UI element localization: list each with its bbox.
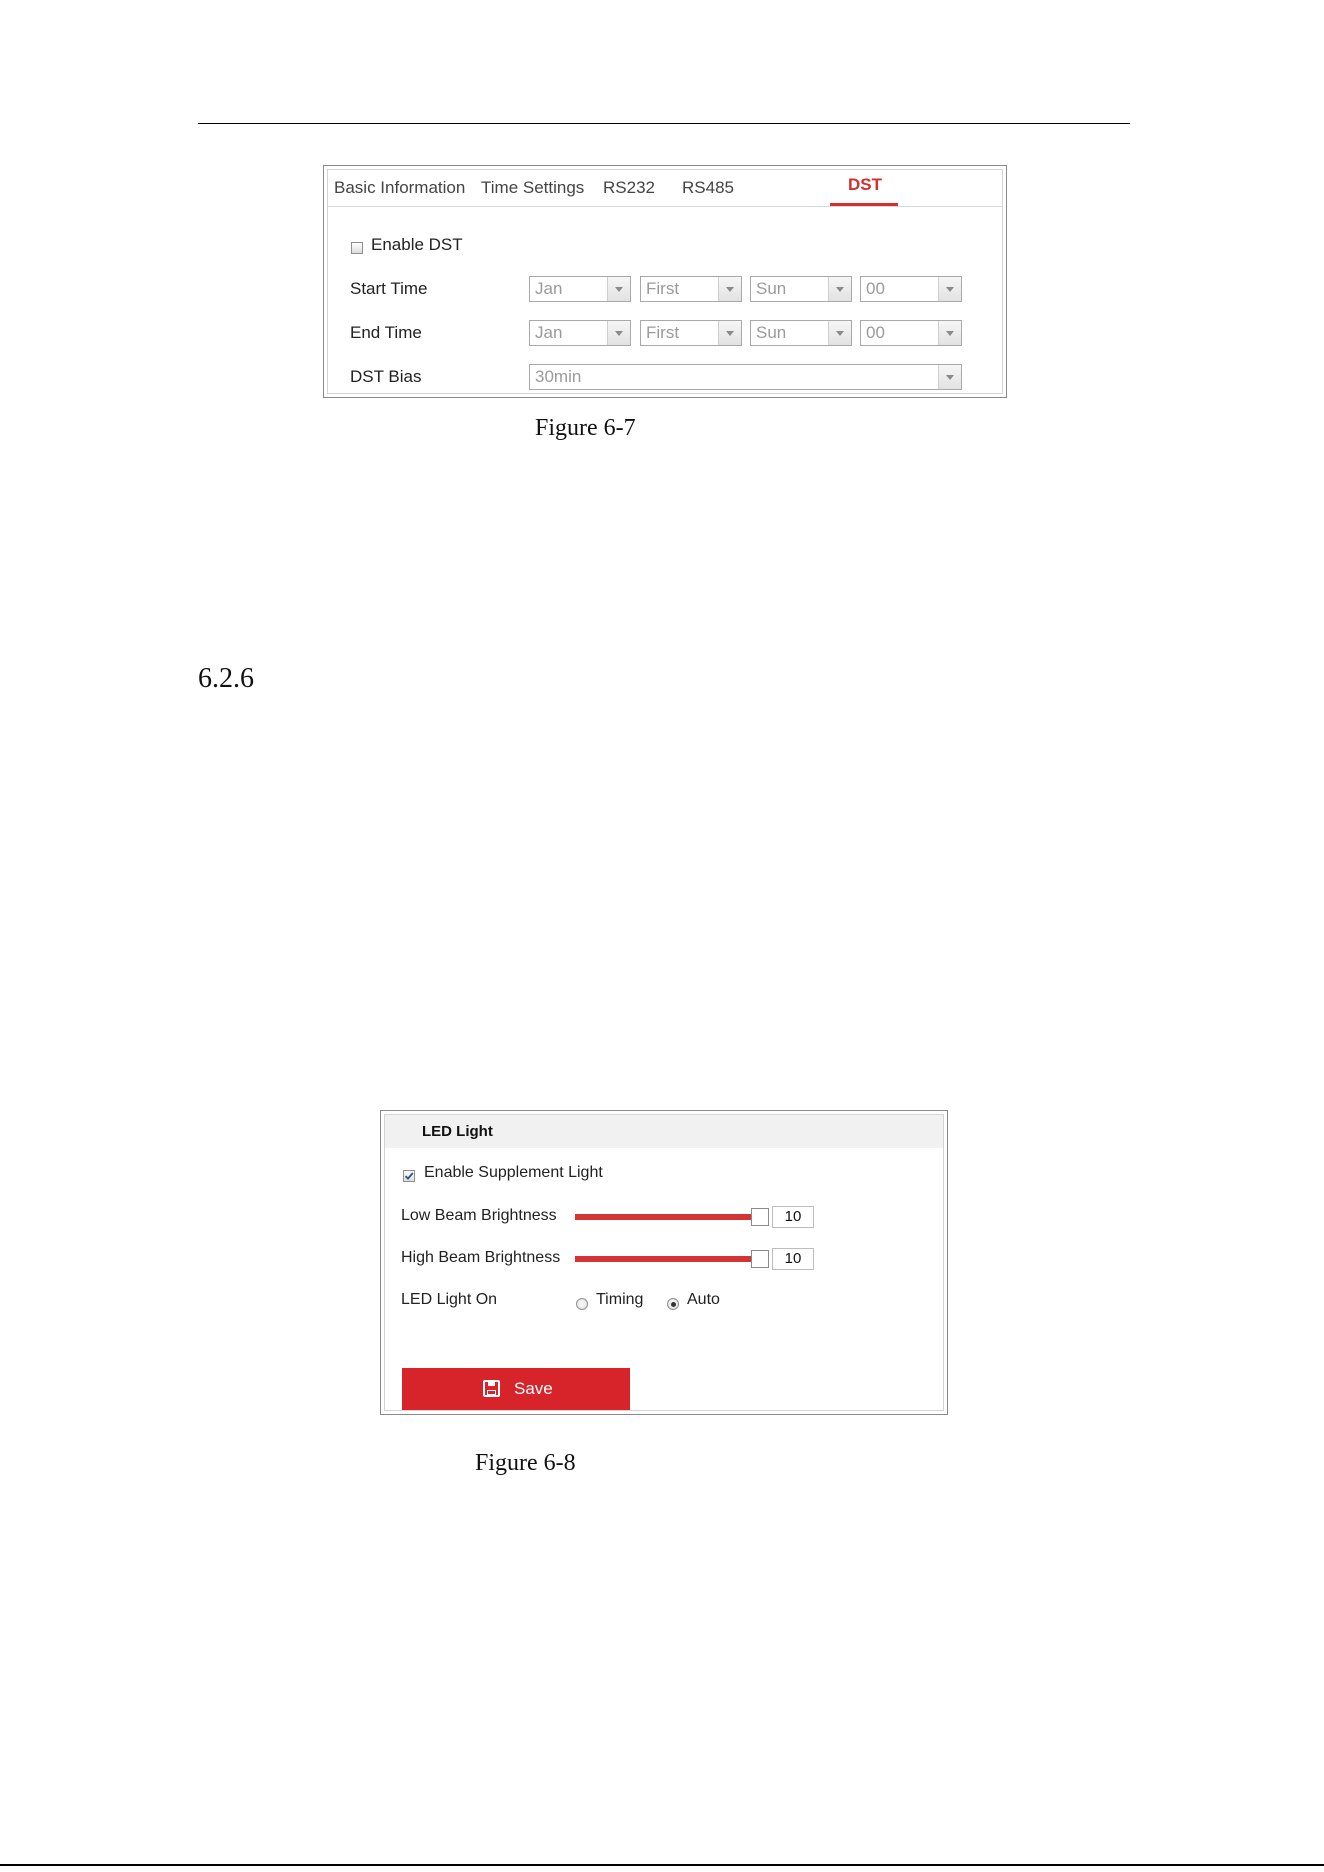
dst-bias-select[interactable] (529, 364, 962, 390)
chevron-down-icon (718, 321, 741, 345)
tab-rs232[interactable]: RS232 (603, 178, 655, 197)
enable-supplement-light-checkbox[interactable] (403, 1170, 415, 1182)
save-icon (483, 1380, 500, 1397)
tab-time-settings[interactable]: Time Settings (481, 178, 585, 197)
end-month-select[interactable] (529, 320, 631, 346)
high-beam-label: High Beam Brightness (401, 1249, 561, 1266)
auto-label: Auto (687, 1291, 720, 1308)
dst-settings-panel (323, 165, 1007, 398)
end-week-value: First (646, 323, 680, 342)
start-day-value: Sun (756, 279, 787, 298)
dst-panel-inner (327, 169, 1003, 394)
chevron-down-icon (607, 277, 630, 301)
enable-supplement-light-label: Enable Supplement Light (424, 1164, 603, 1181)
chevron-down-icon (938, 321, 961, 345)
end-month-value: Jan (535, 323, 563, 342)
end-hour-select[interactable] (860, 320, 962, 346)
start-day-select[interactable] (750, 276, 852, 302)
start-hour-value: 00 (866, 279, 885, 298)
chevron-down-icon (607, 321, 630, 345)
tab-basic-information[interactable]: Basic Information (334, 178, 466, 197)
save-button-label: Save (514, 1379, 553, 1398)
enable-dst-label: Enable DST (371, 235, 463, 254)
led-light-on-label: LED Light On (401, 1291, 498, 1308)
low-beam-slider-handle[interactable] (751, 1208, 769, 1226)
active-tab-indicator (830, 203, 898, 206)
start-week-select[interactable] (640, 276, 742, 302)
header-rule (198, 123, 1130, 124)
chevron-down-icon (938, 277, 961, 301)
chevron-down-icon (718, 277, 741, 301)
timing-radio[interactable] (576, 1298, 588, 1310)
end-time-label: End Time (350, 323, 422, 342)
end-day-select[interactable] (750, 320, 852, 346)
low-beam-slider-track[interactable] (575, 1214, 752, 1220)
dst-bias-label: DST Bias (350, 367, 422, 386)
chevron-down-icon (938, 365, 961, 389)
save-button[interactable] (402, 1368, 630, 1410)
checkmark-icon (403, 1170, 415, 1182)
end-week-select[interactable] (640, 320, 742, 346)
start-week-value: First (646, 279, 680, 298)
start-hour-select[interactable] (860, 276, 962, 302)
chevron-down-icon (828, 321, 851, 345)
footer-rule (0, 1864, 1324, 1866)
start-time-label: Start Time (350, 279, 428, 298)
end-day-value: Sun (756, 323, 787, 342)
tab-dst[interactable]: DST (848, 175, 882, 194)
chevron-down-icon (828, 277, 851, 301)
enable-dst-checkbox[interactable] (351, 242, 363, 254)
low-beam-value-input[interactable]: 10 (772, 1206, 814, 1228)
led-panel-title: LED Light (422, 1123, 493, 1140)
led-panel-inner (384, 1114, 944, 1411)
timing-label: Timing (596, 1291, 644, 1308)
section-number: 6.2.6 (198, 663, 254, 694)
high-beam-slider-handle[interactable] (751, 1250, 769, 1268)
figure-caption: Figure 6-7 (535, 415, 636, 441)
dst-bias-value: 30min (535, 367, 582, 386)
settings-tab-bar (328, 170, 1002, 207)
led-panel-header (385, 1115, 943, 1148)
end-hour-value: 00 (866, 323, 885, 342)
figure-caption: Figure 6-8 (475, 1450, 576, 1476)
high-beam-slider-track[interactable] (575, 1256, 752, 1262)
auto-radio[interactable] (667, 1298, 679, 1310)
high-beam-value-input[interactable]: 10 (772, 1248, 814, 1270)
led-light-panel (380, 1110, 948, 1415)
start-month-value: Jan (535, 279, 563, 298)
low-beam-label: Low Beam Brightness (401, 1207, 557, 1224)
start-month-select[interactable] (529, 276, 631, 302)
tab-rs485[interactable]: RS485 (682, 178, 734, 197)
